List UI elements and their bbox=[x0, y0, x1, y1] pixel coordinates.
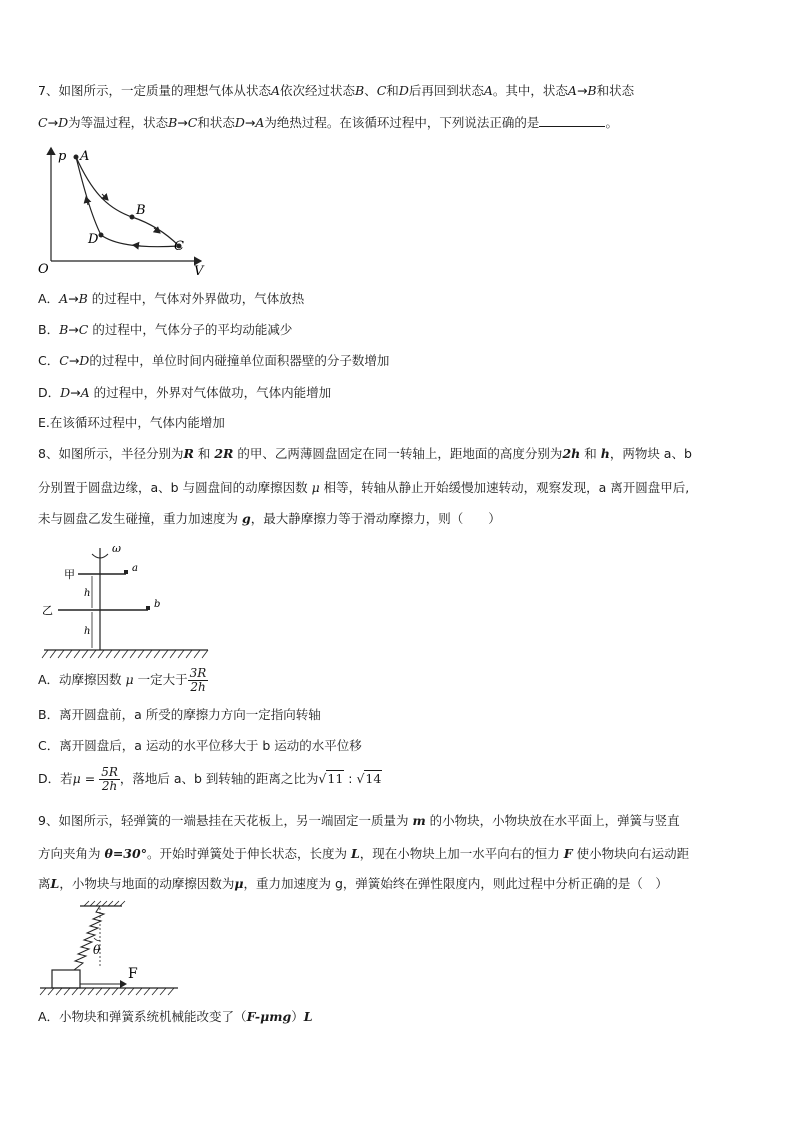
q9-stem-line2: 方向夹角为 θ=30°。开始时弹簧处于伸长状态，长度为 L，现在小物块上加一水平向右的恒力 F 使小物块向右运动距 bbox=[38, 846, 690, 861]
q7-option-e: E.在该循环过程中，气体内能增加 bbox=[38, 415, 225, 430]
height-label-upper: h bbox=[84, 588, 91, 599]
rotating-disks-figure bbox=[38, 540, 218, 662]
sqrt-11: √11 bbox=[318, 771, 344, 786]
point-b bbox=[130, 215, 135, 220]
disk-yi-label: 乙 bbox=[42, 604, 53, 617]
q9-stem-line1: 9、如图所示，轻弹簧的一端悬挂在天花板上，另一端固定一质量为 m 的小物块，小物块放在水平面上，弹簧与竖直 bbox=[38, 813, 680, 828]
q7-stem-line1: 7、如图所示，一定质量的理想气体从状态A依次经过状态B、C和D后再回到状态A。其中，状态A→B和状态 bbox=[38, 83, 635, 98]
force-label: F bbox=[128, 966, 138, 982]
ground-hatch bbox=[42, 650, 208, 658]
point-d bbox=[99, 233, 104, 238]
q8-option-d: D．若μ = $\frac{5R}{2h}$ ，落地后 a、b 到转轴的距离之比为√11 : √14 bbox=[38, 765, 382, 793]
point-b-label: B bbox=[136, 203, 146, 218]
block-a bbox=[124, 570, 128, 574]
block-b-label: b bbox=[154, 599, 161, 610]
q8-option-b: B．离开圆盘前，a 所受的摩擦力方向一定指向转轴 bbox=[38, 707, 321, 722]
point-c-label: C bbox=[174, 239, 184, 254]
q7-option-d: D．D→A 的过程中，外界对气体做功，气体内能增加 bbox=[38, 385, 332, 400]
ceiling-hatch bbox=[84, 901, 125, 906]
theta-label: θ bbox=[93, 943, 101, 957]
block bbox=[52, 970, 80, 988]
floor-hatch bbox=[40, 988, 174, 995]
sqrt-14: √14 bbox=[356, 771, 382, 786]
block-a-label: a bbox=[132, 563, 138, 574]
origin-label: O bbox=[38, 262, 49, 277]
point-a-label: A bbox=[80, 149, 90, 164]
q8-stem-line3: 未与圆盘乙发生碰撞，重力加速度为 g，最大静摩擦力等于滑动摩擦力，则（ ） bbox=[38, 511, 501, 526]
omega-label: ω bbox=[112, 542, 121, 555]
q7-option-a: A．A→B 的过程中，气体对外界做功，气体放热 bbox=[38, 291, 305, 306]
fraction-3r-2h: $\frac{3R}{2h}$ bbox=[189, 666, 207, 694]
q8-stem-line1: 8、如图所示，半径分别为R 和 2R 的甲、乙两薄圆盘固定在同一转轴上，距地面的高度分别为2h 和 h，两物块 a、b bbox=[38, 446, 692, 461]
spring bbox=[74, 906, 104, 970]
q7-option-b: B．B→C 的过程中，气体分子的平均动能减少 bbox=[38, 322, 293, 337]
point-a bbox=[74, 155, 79, 160]
v-axis-label: V bbox=[194, 264, 204, 279]
q9-option-a: A．小物块和弹簧系统机械能改变了（F-μmg）L bbox=[38, 1009, 313, 1024]
spring-block-figure bbox=[38, 900, 218, 1000]
disk-jia-label: 甲 bbox=[64, 568, 75, 581]
q7-option-c: C．C→D的过程中，单位时间内碰撞单位面积器壁的分子数增加 bbox=[38, 353, 390, 368]
pv-diagram bbox=[36, 140, 216, 280]
height-label-lower: h bbox=[84, 626, 91, 637]
point-d-label: D bbox=[88, 232, 99, 247]
q7-stem-line2: C→D为等温过程，状态B→C和状态D→A为绝热过程。在该循环过程中，下列说法正确的是 。 bbox=[38, 115, 618, 130]
q8-option-a: A．动摩擦因数 μ 一定大于 $\frac{3R}{2h}$ bbox=[38, 666, 207, 694]
block-b bbox=[146, 606, 150, 610]
p-axis-label: p bbox=[58, 149, 67, 164]
q9-stem-line3: 离L，小物块与地面的动摩擦因数为μ，重力加速度为 g，弹簧始终在弹性限度内，则此过程中分析正确的是（ ） bbox=[38, 876, 668, 891]
q8-option-c: C．离开圆盘后，a 运动的水平位移大于 b 运动的水平位移 bbox=[38, 738, 362, 753]
angle-arc bbox=[94, 938, 100, 941]
q8-stem-line2: 分别置于圆盘边缘，a、b 与圆盘间的动摩擦因数 μ 相等，转轴从静止开始缓慢加速转动，观察发现，a 离开圆盘甲后, bbox=[38, 480, 690, 495]
fraction-5r-2h: $\frac{5R}{2h}$ bbox=[101, 765, 118, 793]
answer-blank bbox=[539, 114, 605, 127]
